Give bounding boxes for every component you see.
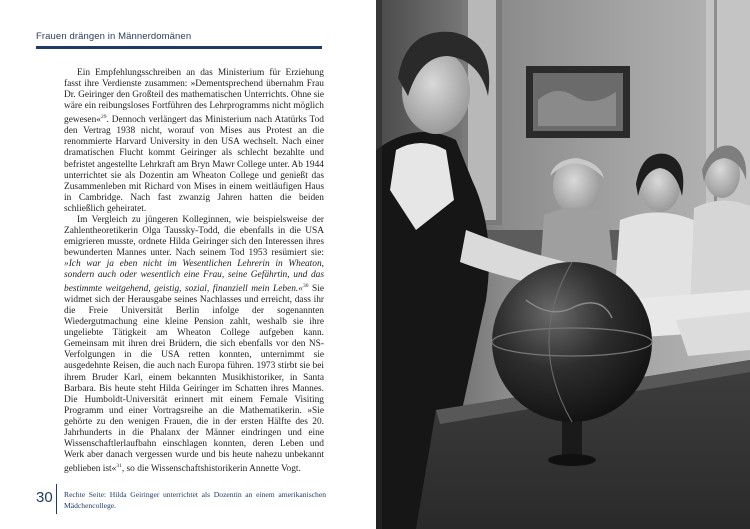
photo-caption: Rechte Seite: Hilda Geiringer unterrichtet als Dozentin an einem amerikanischen Mädchencollege. (64, 490, 326, 510)
page-number-rule (56, 484, 57, 514)
footnote-ref: 31 (116, 462, 122, 469)
text-segment: Ein Empfehlungsschreiben an das Ministerium für Erziehung fasst ihre Verdienste zusammen: »Dementsprechend übernahm Frau Dr. Geiringer den Großteil des mathematischen Unterrichts. Ohne sie wäre ein reibungsloses Fortführen des Lehrprogramms nicht möglich gewesen« (64, 68, 324, 126)
photo-illustration (376, 0, 750, 529)
text-segment: , so die Wissenschaftshistorikerin Annette Vogt. (121, 464, 301, 475)
classroom-photo (376, 0, 750, 529)
paragraph-1 (64, 68, 324, 215)
text-segment: Sie widmet sich der Herausgabe seines Nachlasses und erreicht, dass ihr die Freie Universität Berlin infolge der sogenannten Wiedergutmachung eine kleine Pension zahlt, weshalb sie ihre ungeliebte Tätigkeit am Wheaton College aufgeben kann. Gemeinsam mit ihren drei Brüdern, die sich ebenfalls vor den NS-Verfolgungen in die USA retten konnten, unternimmt sie ausgedehnte Reisen, die auch nach Europa führen. 1973 stirbt sie bei ihrem Bruder Karl, einem bekannten Musikhistoriker, in Santa Barbara. Bis heute steht Hilda Geiringer im Schatten ihres Mannes. Die Humboldt-Universität erinnert mit einem Female Visiting Programm und einer Vortragsreihe an die Mathematikerin. »Sie gehörte zu den wenigen Frauen, die in der ersten Hälfte des 20. Jahrhunderts in die Phalanx der Männer eindringen und eine Wissenschaftlerlaufbahn einschlagen konnten, deren Leben und Werk aber danach vergessen wurde und bis heute nahezu unbekannt geblieben ist« (64, 284, 324, 475)
running-head: Frauen drängen in Männerdomänen (36, 31, 192, 42)
footnote-ref: 30 (302, 283, 309, 290)
text-segment: Im Vergleich zu jüngeren Kolleginnen, wie beispielsweise der Zahlentheoretikerin Olga Taussky-Todd, die ebenfalls in die USA emigrieren musste, ordnete Hilda Geiringer sich den Interessen ihres bewunderten Mannes unter. Nach seinem Tod 1953 resümiert sie: (64, 214, 324, 258)
paragraph-2 (64, 215, 324, 475)
quote-segment: »Ich war ja eben nicht im Wesentlichen Lehrerin in Wheaton, sondern auch oder wesentlich eine Frau, seine Gefährtin, und das bestimmte weitgehend, geistig, sozial, finanziell mein Leben.« (64, 258, 324, 295)
footnote-ref: 29 (100, 114, 107, 121)
body-text (64, 68, 324, 475)
page-number: 30 (36, 489, 53, 506)
header-rule (36, 46, 322, 49)
text-segment: . Dennoch verlängert das Ministerium nach Atatürks Tod den Vertrag 1938 nicht, worauf von Mises aus Protest an die renommierte Harvard University in den USA wechselt. Nach einer dramatischen Flucht kommt Geiringer als schlecht bezahlte und befristet angestellte Lehrkraft am Bryn Mawr College unter. Ab 1944 unterrichtet sie als Dozentin am Wheaton College und genießt das Zusammenleben mit Richard von Mises in einem weitläufigen Haus in Cambridge. Nach fast zwanzig Jahren hatten die beiden schließlich geheiratet. (64, 115, 324, 214)
